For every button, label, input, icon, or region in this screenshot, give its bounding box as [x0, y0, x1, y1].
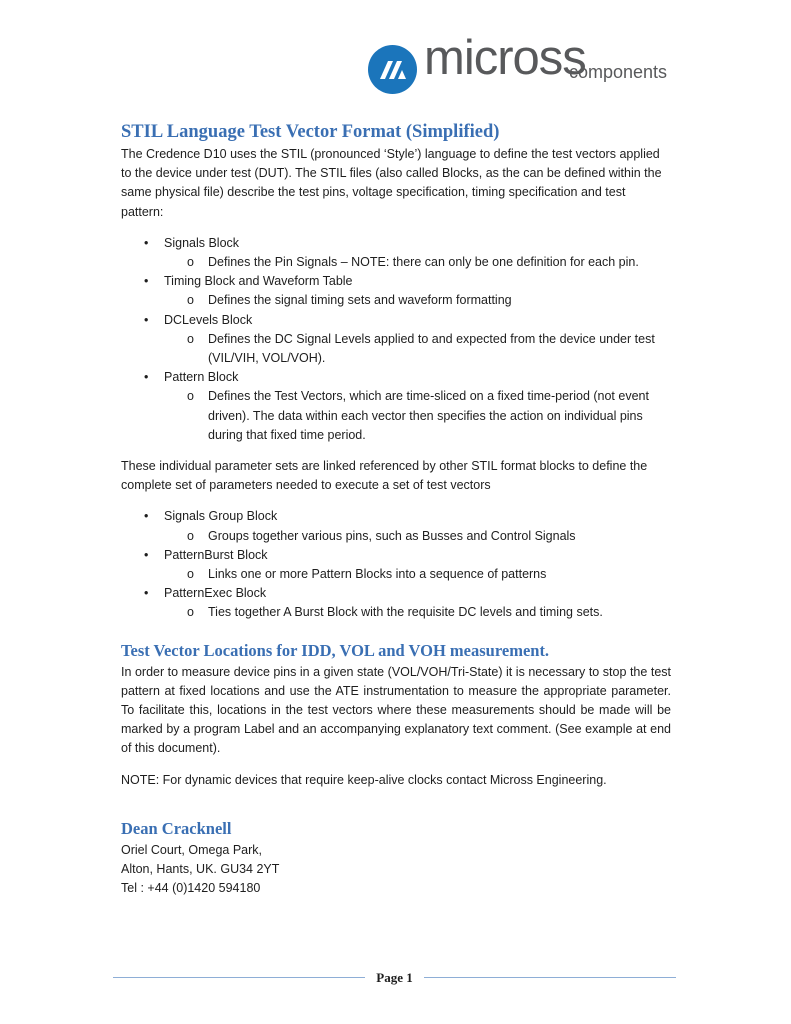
bullet-icon: •	[144, 235, 149, 250]
sub-list-item	[164, 387, 671, 445]
bullet-icon: •	[144, 274, 149, 289]
list-item	[121, 546, 671, 584]
sub-list-item	[164, 565, 671, 584]
sub-bullet-icon: o	[187, 528, 194, 543]
sub-list-item-text: Defines the Test Vectors, which are time-sliced on a fixed time-period (not event driven). The data within each vector then specifies the action on individual pins during that fixed time period.	[208, 389, 649, 442]
list-item	[121, 272, 671, 310]
bullet-icon: •	[144, 312, 149, 327]
list-item	[121, 368, 671, 445]
intro-paragraph: The Credence D10 uses the STIL (pronounced ‘Style’) language to define the test vectors applied to the device under test (DUT). The STIL files (also called Blocks, as the can be defined within the same physical file) describe the test pins, voltage specification, timing specification and test pattern:	[121, 147, 662, 219]
sub-bullet-icon: o	[187, 605, 194, 620]
list-item	[121, 507, 671, 545]
telephone: Tel : +44 (0)1420 594180	[121, 881, 261, 896]
list-item-label: Timing Block and Waveform Table	[164, 274, 353, 289]
sub-list-item-text: Defines the signal timing sets and waveform formatting	[208, 293, 512, 308]
list-item-label: Pattern Block	[164, 370, 239, 385]
stil-blocks-list	[121, 234, 671, 445]
linking-blocks-list	[121, 507, 671, 622]
bullet-icon: •	[144, 586, 149, 601]
list-item	[121, 311, 671, 369]
page-footer	[113, 966, 676, 990]
list-item-label: Signals Group Block	[164, 509, 278, 524]
document-body	[121, 120, 671, 899]
list-item-label: Signals Block	[164, 235, 240, 250]
sub-list-item	[164, 527, 671, 546]
sub-bullet-icon: o	[187, 293, 194, 308]
sub-list-item	[164, 253, 671, 272]
signature-name: Dean Cracknell	[121, 818, 232, 838]
sub-list-item-text: Ties together A Burst Block with the requisite DC levels and timing sets.	[208, 605, 603, 620]
sub-list-item	[164, 330, 671, 368]
sub-bullet-icon: o	[187, 389, 194, 404]
bullet-icon: •	[144, 370, 149, 385]
measurement-paragraph: In order to measure device pins in a given state (VOL/VOH/Tri-State) it is necessary to stop the test pattern at fixed locations and use the ATE instrumentation to measure the appropriate parameter. To facilitate this, locations in the test vectors where these measurements should be made will be marked by a program Label and an accompanying explanatory text comment. (See example at end of this document).	[121, 664, 671, 756]
address-line-1: Oriel Court, Omega Park,	[121, 842, 263, 857]
list-item	[121, 234, 671, 272]
sub-bullet-icon: o	[187, 331, 194, 346]
sub-list-item-text: Defines the Pin Signals – NOTE: there can only be one definition for each pin.	[208, 255, 639, 270]
logo-subtitle: components	[569, 62, 668, 82]
sub-list-item-text: Groups together various pins, such as Busses and Control Signals	[208, 528, 576, 543]
linking-paragraph: These individual parameter sets are linked referenced by other STIL format blocks to define the complete set of parameters needed to execute a set of test vectors	[121, 459, 648, 493]
bullet-icon: •	[144, 509, 149, 524]
sub-list-item	[164, 291, 671, 310]
list-item-label: PatternExec Block	[164, 586, 267, 601]
micross-logo-mark	[368, 45, 417, 94]
logo-wordmark: micross	[424, 31, 586, 85]
bullet-icon: •	[144, 547, 149, 562]
sub-list-item	[164, 603, 671, 622]
list-item-label: PatternBurst Block	[164, 547, 268, 562]
note-paragraph: NOTE: For dynamic devices that require keep-alive clocks contact Micross Engineering.	[121, 772, 607, 787]
sub-list-item-text: Links one or more Pattern Blocks into a sequence of patterns	[208, 567, 547, 582]
section-title-stil: STIL Language Test Vector Format (Simplified)	[121, 122, 500, 142]
page-number: Page 1	[376, 970, 413, 985]
footer-rule-right	[424, 977, 676, 978]
list-item	[121, 584, 671, 622]
section-title-test-vector-locations: Test Vector Locations for IDD, VOL and VOH measurement.	[121, 640, 550, 660]
list-item-label: DCLevels Block	[164, 312, 253, 327]
sub-list-item-text: Defines the DC Signal Levels applied to and expected from the device under test (VIL/VIH, VOL/VOH).	[208, 331, 655, 366]
sub-bullet-icon: o	[187, 255, 194, 270]
sub-bullet-icon: o	[187, 567, 194, 582]
address-line-2: Alton, Hants, UK. GU34 2YT	[121, 862, 280, 877]
